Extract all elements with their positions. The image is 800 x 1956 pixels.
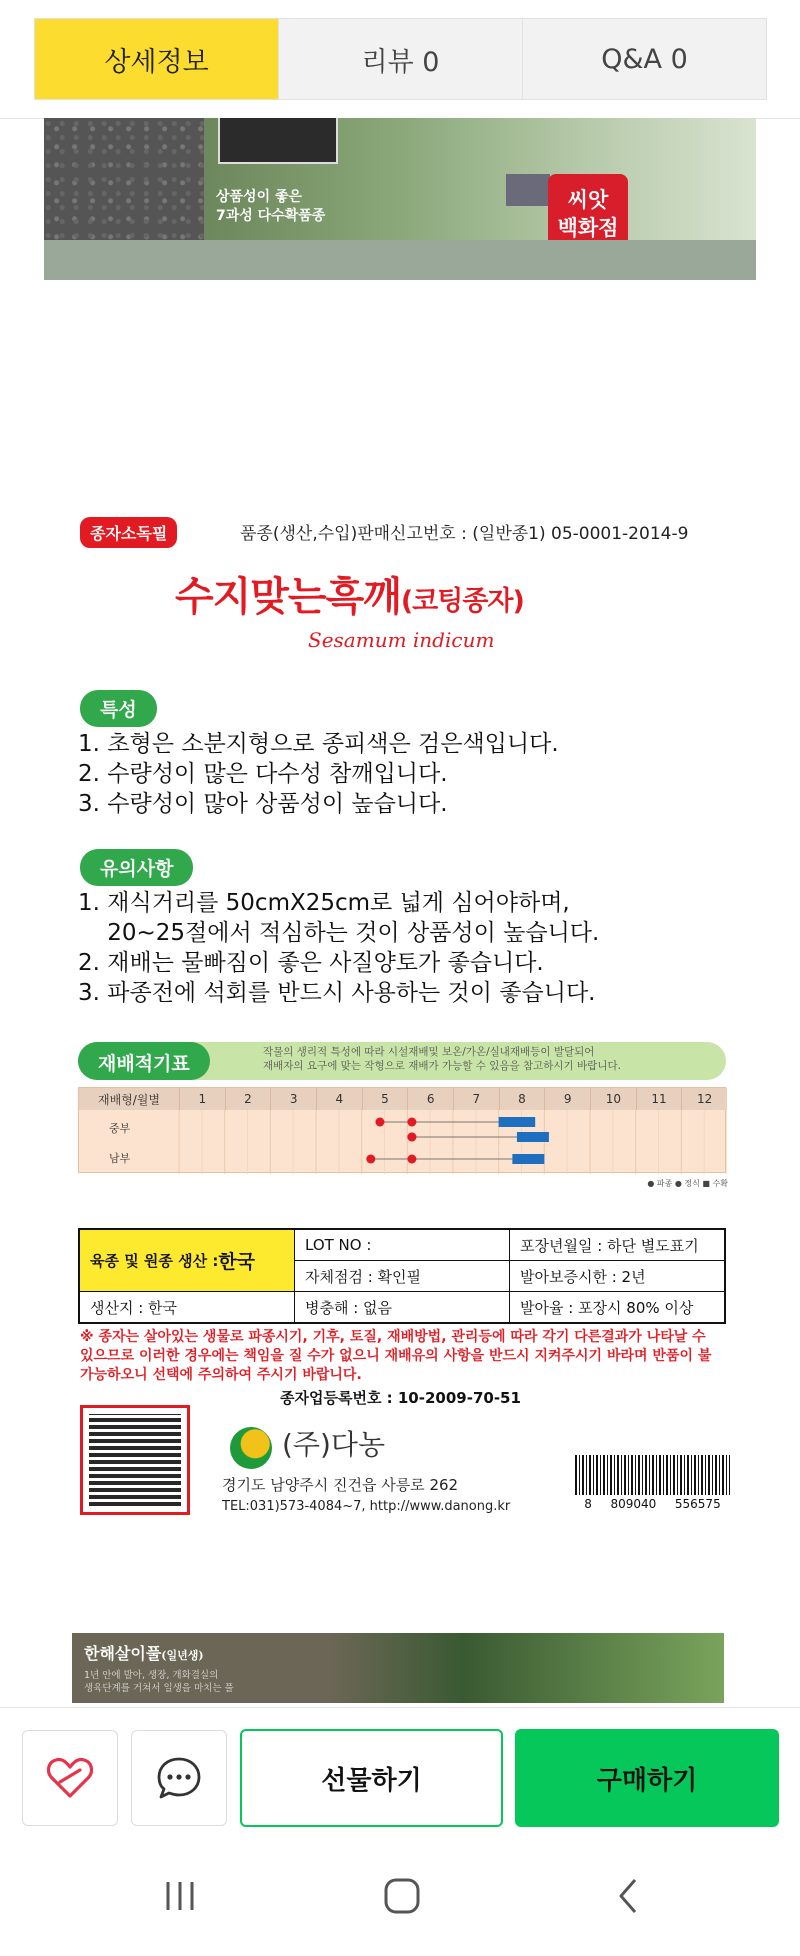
badge-line1: 씨앗 — [567, 188, 609, 212]
seed-photo — [44, 118, 204, 240]
month-header: 5 — [362, 1088, 408, 1110]
month-header: 12 — [681, 1088, 727, 1110]
origin-cell — [80, 1230, 295, 1292]
features-heading: 특성 — [80, 690, 157, 727]
features-list — [78, 729, 559, 819]
latin-name: Sesamum indicum — [308, 628, 495, 652]
company-address — [222, 1475, 510, 1517]
caution-item: 20~25절에서 적심하는 것이 상품성이 높습니다. — [78, 920, 600, 946]
product-title-main: 수지맞는흑깨 — [175, 574, 401, 620]
cultivation-header-label: 재배형/월별 — [97, 1092, 160, 1107]
row-label-south: 남부 — [109, 1152, 131, 1165]
banner-bottom-strip — [44, 240, 756, 280]
banner-stripe — [506, 174, 550, 206]
banner2-desc-line: 1년 안에 발아, 생장, 개화결실의 — [84, 1670, 219, 1681]
tab-qna[interactable]: Q&A 0 — [522, 19, 766, 99]
address-line: 경기도 남양주시 진건읍 사릉로 262 — [222, 1476, 459, 1494]
feature-item: 3. 수량성이 많아 상품성이 높습니다. — [78, 791, 448, 817]
caution-item: 1. 재식거리를 50cmX25cm로 넓게 심어야하며, — [78, 890, 570, 916]
month-header: 8 — [499, 1088, 545, 1110]
home-icon — [382, 1876, 422, 1916]
harvest-bar — [499, 1117, 536, 1127]
production-cell: 생산지 : 한국 — [80, 1292, 295, 1322]
cultivation-legend: ● 파종 ● 정식 ■ 수확 — [647, 1179, 728, 1188]
feature-item: 1. 초형은 소분지형으로 종피색은 검은색입니다. — [78, 731, 559, 757]
month-header: 7 — [453, 1088, 499, 1110]
like-heart-icon — [44, 1756, 96, 1800]
banner2-desc-line: 생육단계를 거쳐서 일생을 마치는 풀 — [84, 1683, 234, 1694]
product-title — [175, 565, 524, 622]
cultivation-header — [78, 1042, 726, 1080]
banner-caption — [216, 188, 325, 226]
barcode-digit-group: 809040 — [610, 1497, 657, 1511]
seed-packet-label — [70, 505, 740, 1535]
banner2-description — [84, 1669, 234, 1695]
product-banner-image — [44, 118, 756, 280]
lot-cell: LOT NO : — [295, 1230, 510, 1261]
qr-code[interactable] — [80, 1405, 190, 1515]
cultivation-chart — [79, 1088, 727, 1174]
barcode-digit-group: 8 — [584, 1497, 592, 1511]
cultivation-note-line: 작물의 생리적 특성에 따라 시설재배및 보온/가온/실내재배등이 발달되어 — [263, 1046, 595, 1058]
banner2-title-main: 한해살이풀 — [84, 1644, 162, 1663]
sowing-point — [366, 1155, 375, 1164]
detail-tabs — [34, 18, 767, 100]
bottom-action-bar — [0, 1707, 800, 1827]
month-header: 4 — [316, 1088, 362, 1110]
company-name: (주)다농 — [282, 1428, 385, 1461]
company-registration: 종자업등록번호 : 10-2009-70-51 — [280, 1389, 521, 1407]
annual-plant-banner — [72, 1633, 724, 1703]
warning-text: ※ 종자는 살아있는 생물로 파종시기, 기후, 토질, 재배방법, 관리등에 따라 각기 다른결과가 나타날 수 있으므로 이러한 경우에는 책임을 질 수가 없으니 재배유의 사항을 반드시 지켜주시기 바라며 반품이 불가능하오니 선택에 주의하여 주시기 바랍니다. — [80, 1329, 712, 1383]
cautions-list — [78, 888, 599, 1008]
banner2-title — [84, 1641, 204, 1664]
planting-point — [407, 1118, 416, 1127]
like-button[interactable] — [22, 1730, 118, 1826]
month-header: 2 — [225, 1088, 271, 1110]
barcode-number — [575, 1495, 730, 1513]
product-title-sub: (코팅종자) — [400, 586, 524, 617]
system-nav-bar — [0, 1840, 800, 1956]
disinfect-tag: 종자소독필 — [80, 517, 177, 548]
talk-button[interactable] — [131, 1730, 227, 1826]
recent-apps-button[interactable] — [150, 1866, 210, 1926]
month-header: 11 — [636, 1088, 682, 1110]
cautions-heading: 유의사항 — [80, 849, 193, 886]
month-header: 3 — [270, 1088, 316, 1110]
back-button[interactable] — [598, 1866, 658, 1926]
tab-reviews[interactable]: 리뷰 0 — [278, 19, 522, 99]
info-table — [78, 1228, 726, 1324]
cultivation-note — [263, 1045, 621, 1073]
feature-item: 2. 수량성이 많은 다수성 참깨입니다. — [78, 761, 448, 787]
contact-line: TEL:031)573-4084~7, http://www.danong.kr — [222, 1499, 511, 1514]
harvest-bar — [512, 1154, 544, 1164]
badge-line2: 백화점 — [557, 216, 619, 240]
banner-caption-line1: 상품성이 좋은 — [216, 189, 303, 205]
germination-period-cell: 발아보증시한 : 2년 — [510, 1261, 724, 1292]
barcode-digit-group: 556575 — [674, 1497, 721, 1511]
planting-point — [407, 1155, 416, 1164]
company-logo-icon — [230, 1427, 272, 1469]
tab-details[interactable]: 상세정보 — [35, 19, 278, 99]
month-header: 6 — [407, 1088, 453, 1110]
germination-rate-cell: 발아율 : 포장시 80% 이상 — [520, 1298, 694, 1317]
banner2-title-small: (일년생) — [161, 1649, 204, 1662]
home-button[interactable] — [372, 1866, 432, 1926]
cultivation-heading: 재배적기표 — [78, 1042, 210, 1080]
gift-button[interactable]: 선물하기 — [240, 1729, 503, 1827]
recent-apps-icon — [160, 1878, 200, 1914]
month-header: 1 — [179, 1088, 225, 1110]
harvest-bar — [517, 1132, 549, 1142]
registration-number: 품종(생산,수입)판매신고번호 : (일반종1) 05-0001-2014-9 — [240, 524, 689, 544]
self-check-cell: 자체점검 : 확인필 — [295, 1261, 510, 1292]
origin-label: 육종 및 원종 생산 : — [90, 1252, 219, 1270]
row-label-central: 중부 — [109, 1122, 131, 1135]
back-icon — [613, 1876, 643, 1916]
cultivation-table — [78, 1087, 726, 1173]
pack-date-cell: 포장년월일 : 하단 별도표기 — [510, 1230, 724, 1261]
caution-item: 3. 파종전에 석회를 반드시 사용하는 것이 좋습니다. — [78, 980, 596, 1006]
origin-value: 한국 — [218, 1251, 256, 1273]
sowing-point — [375, 1118, 384, 1127]
buy-button[interactable]: 구매하기 — [515, 1729, 779, 1827]
caution-item: 2. 재배는 물빠짐이 좋은 사질양토가 좋습니다. — [78, 950, 544, 976]
disease-cell: 병충해 : 없음 — [295, 1292, 510, 1322]
chat-bubble-icon — [155, 1755, 203, 1801]
month-header: 10 — [590, 1088, 636, 1110]
seed-closeup-photo — [218, 118, 338, 164]
cultivation-note-line: 재배자의 요구에 맞는 작형으로 재배가 가능할 수 있음을 참고하시기 바랍니다. — [263, 1060, 621, 1072]
month-header: 9 — [544, 1088, 590, 1110]
banner-caption-line2: 7과성 다수확품종 — [216, 208, 326, 224]
planting-point — [407, 1133, 416, 1142]
